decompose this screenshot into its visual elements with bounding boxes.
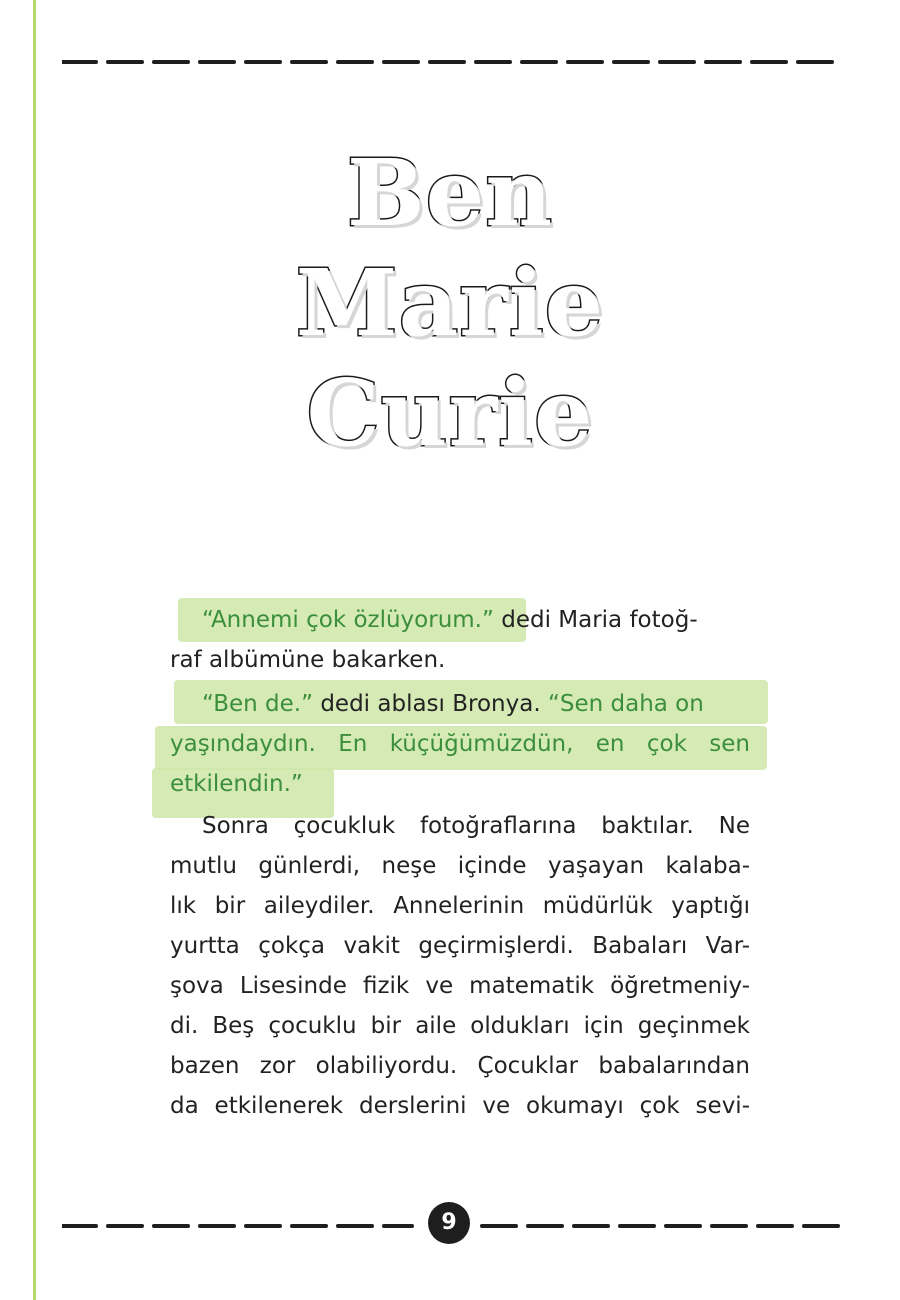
margin-rule (33, 0, 36, 1300)
paragraph-line: da etkilenerek derslerini ve okumayı çok sevi- (170, 1093, 750, 1119)
quote-text: “Sen daha on (547, 691, 704, 717)
quote-text: “Annemi çok özlüyorum.” (202, 607, 494, 633)
chapter-title (250, 138, 650, 468)
narration-text: dedi ablası Bronya. (313, 691, 548, 717)
narration-text: dedi Maria fotoğ- (493, 607, 698, 633)
quote-text: “Ben de.” (202, 691, 314, 717)
paragraph-line: yurtta çokça vakit geçirmişlerdi. Babaları Var- (170, 933, 750, 959)
paragraph-line: mutlu günlerdi, neşe içinde yaşayan kalaba- (170, 853, 750, 879)
body-text (170, 600, 750, 1126)
title-line: Ben (346, 139, 554, 247)
title-line: Marie (295, 249, 605, 357)
paragraph-line: yaşındaydın. En küçüğümüzdün, en çok sen (170, 731, 750, 757)
page-number-badge: 9 (428, 1202, 470, 1244)
paragraph-line: bazen zor olabiliyordu. Çocuklar babalarından (170, 1053, 750, 1079)
paragraph-line: di. Beş çocuklu bir aile oldukları için geçinmek (170, 1013, 750, 1039)
paragraph-line: Sonra çocukluk fotoğraflarına baktılar. Ne (202, 813, 750, 839)
paragraph-line: etkilendin.” (170, 771, 303, 797)
top-dashed-divider (62, 57, 842, 67)
paragraph-line: şova Lisesinde fizik ve matematik öğretmeniy- (170, 973, 750, 999)
paragraph-line: raf albümüne bakarken. (170, 647, 446, 673)
paragraph-line: lık bir aileydiler. Annelerinin müdürlük yaptığı (170, 893, 750, 919)
paragraph-line (170, 684, 750, 724)
paragraph-line (170, 600, 750, 640)
title-line: Curie (306, 359, 594, 467)
